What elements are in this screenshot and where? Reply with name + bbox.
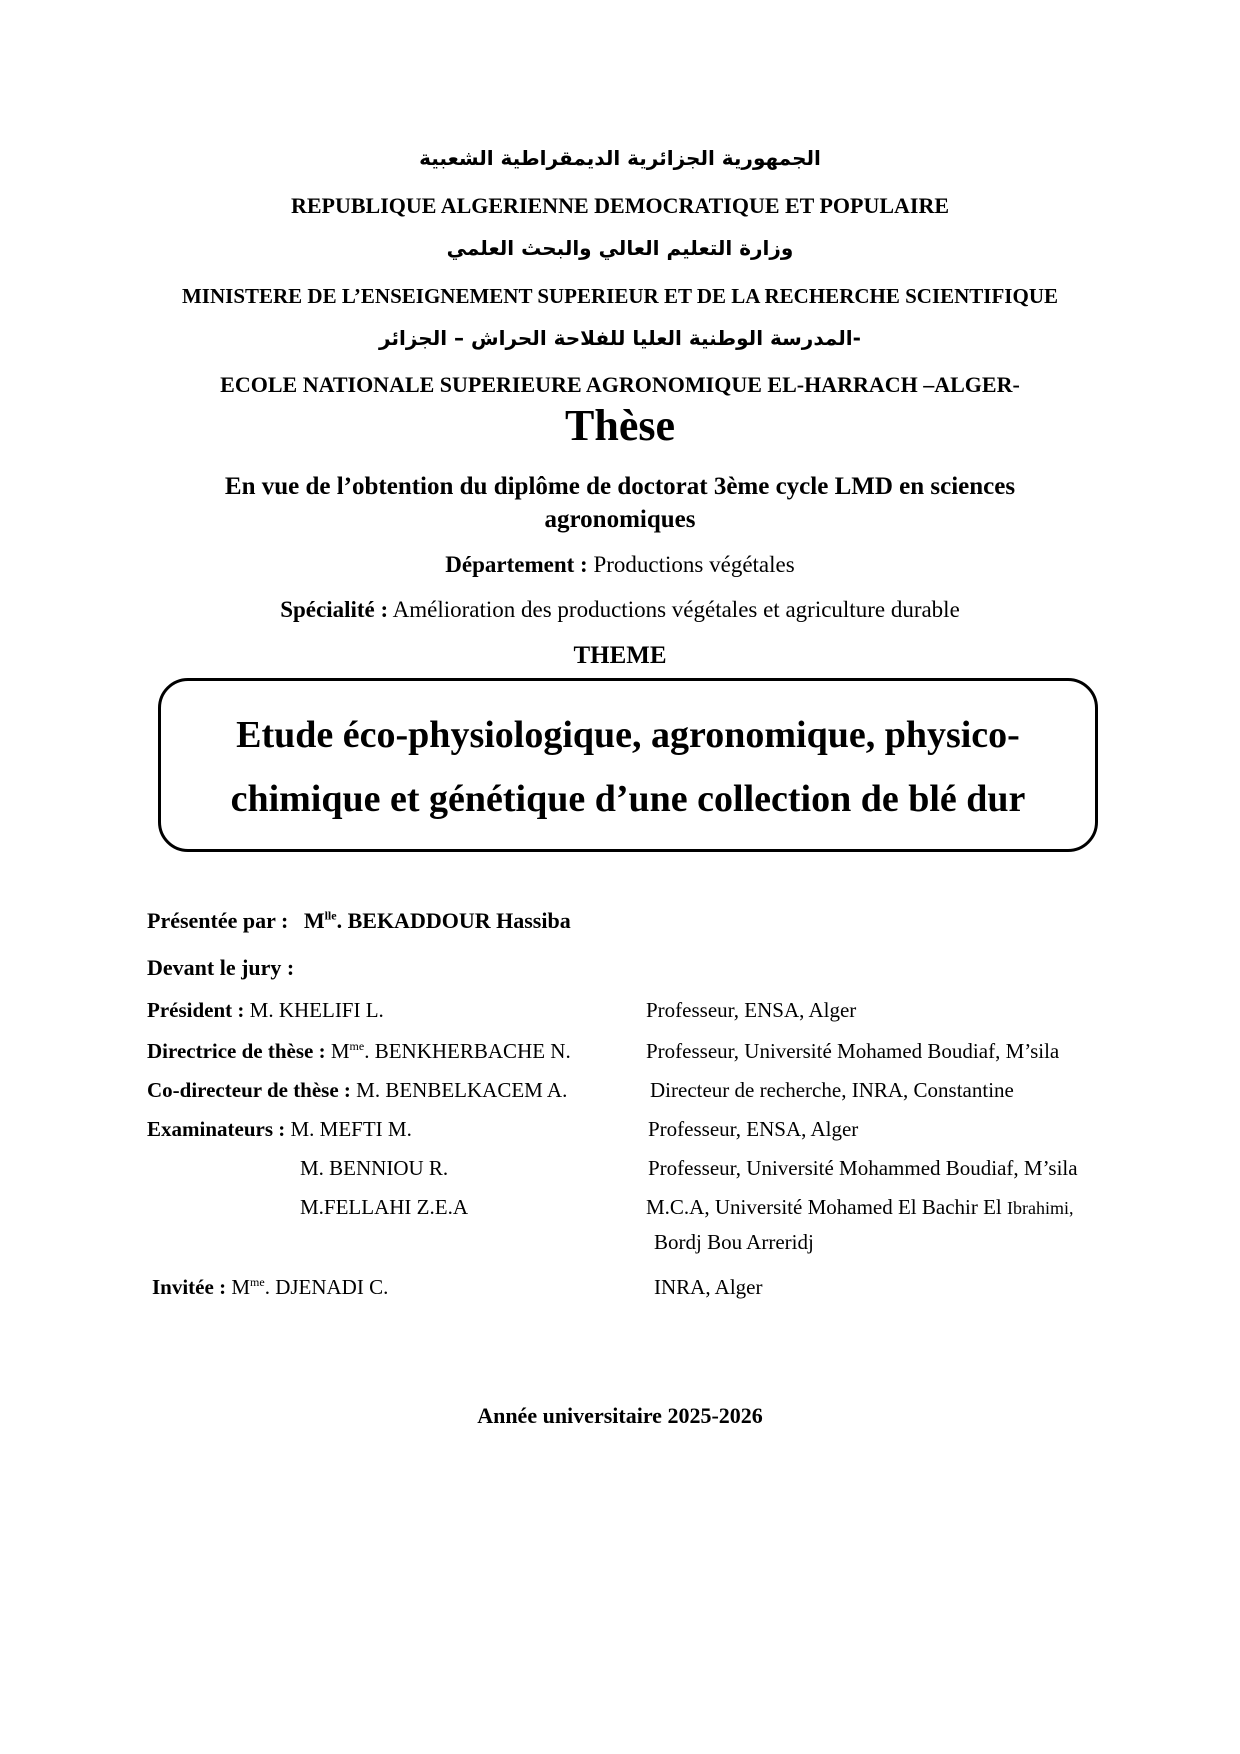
codirector-affiliation: Directeur de recherche, INRA, Constantine: [650, 1078, 1014, 1102]
guest-title: M: [231, 1275, 251, 1299]
codirector-role: Co-directeur de thèse :: [147, 1078, 351, 1102]
examiner-2-affiliation: Professeur, Université Mohammed Boudiaf, M’sila: [648, 1156, 1078, 1180]
jury-heading: Devant le jury :: [147, 955, 295, 980]
director-affiliation: Professeur, Université Mohamed Boudiaf, M’sila: [646, 1039, 1060, 1063]
department-line: [0, 552, 1240, 578]
theme-label: THEME: [573, 642, 667, 669]
degree-purpose: En vue de l’obtention du diplôme de doctorat 3ème cycle LMD en sciences agronomiques: [224, 473, 1016, 533]
republic-arabic: الجمهورية الجزائرية الديمقراطية الشعبية: [419, 146, 821, 170]
guest-name: [231, 1275, 388, 1299]
director-title: M: [330, 1039, 350, 1063]
presenter-surname: . BEKADDOUR Hassiba: [336, 908, 571, 933]
ministry-french: MINISTERE DE L’ENSEIGNEMENT SUPERIEUR ET DE LA RECHERCHE SCIENTIFIQUE: [181, 284, 1058, 308]
document-type-title: Thèse: [565, 401, 675, 450]
president-affiliation: Professeur, ENSA, Alger: [646, 998, 857, 1022]
presenter-line: [147, 908, 571, 934]
director-role: Directrice de thèse :: [147, 1039, 326, 1063]
guest-title-sup: me: [250, 1275, 265, 1289]
theme-title-line-2: chimique et génétique d’une collection de blé dur: [230, 778, 1026, 820]
specialty-label: Spécialité :: [280, 597, 389, 622]
theme-box: [158, 678, 1098, 852]
guest-surname: . DJENADI C.: [264, 1275, 389, 1299]
codirector-name: M. BENBELKACEM A.: [356, 1078, 568, 1102]
director-name: [331, 1039, 571, 1063]
specialty-value: Amélioration des productions végétales et agriculture durable: [392, 597, 960, 622]
theme-title: [161, 703, 1095, 831]
president-role: Président :: [147, 998, 245, 1022]
jury-codirector: [147, 1078, 567, 1103]
ministry-arabic: وزارة التعليم العالي والبحث العلمي: [446, 236, 794, 260]
specialty-line: [0, 597, 1240, 623]
department-value: Productions végétales: [593, 552, 795, 577]
jury-director: [147, 1039, 571, 1064]
jury-president: [147, 998, 384, 1023]
director-title-sup: me: [349, 1039, 365, 1053]
department-label: Département :: [445, 552, 588, 577]
examiner-2-name: M. BENNIOU R.: [300, 1156, 449, 1180]
examiner-3-affiliation-part-a: M.C.A, Université Mohamed El Bachir El: [646, 1195, 1008, 1219]
school-french: ECOLE NATIONALE SUPERIEURE AGRONOMIQUE EL-HARRACH –ALGER-: [220, 372, 1020, 397]
presenter-label: Présentée par :: [147, 908, 289, 933]
examiner-1-affiliation: Professeur, ENSA, Alger: [648, 1117, 859, 1141]
president-name: M. KHELIFI L.: [249, 998, 384, 1022]
examiner-3-affiliation-part-b: Ibrahimi,: [1007, 1198, 1074, 1218]
director-surname: . BENKHERBACHE N.: [364, 1039, 571, 1063]
republic-french: REPUBLIQUE ALGERIENNE DEMOCRATIQUE ET POPULAIRE: [290, 193, 950, 218]
guest-affiliation: INRA, Alger: [654, 1275, 763, 1299]
examiner-3-affiliation-city: Bordj Bou Arreridj: [654, 1230, 814, 1254]
presenter-name: [304, 908, 571, 933]
jury-examiner-1: [147, 1117, 412, 1142]
presenter-title: M: [303, 908, 325, 933]
school-arabic: -المدرسة الوطنية العليا للفلاحة الحراش – الجزائر: [379, 326, 861, 350]
academic-year: Année universitaire 2025-2026: [477, 1403, 763, 1428]
presenter-title-sup: lle: [324, 908, 337, 923]
theme-title-line-1: Etude éco-physiologique, agronomique, physico-: [236, 714, 1020, 756]
jury-guest: [152, 1275, 388, 1300]
guest-role: Invitée :: [152, 1275, 227, 1299]
examiner-3-affiliation: [646, 1195, 1074, 1220]
examiner-3-name: M.FELLAHI Z.E.A: [300, 1195, 468, 1219]
examiner-1-name: M. MEFTI M.: [290, 1117, 412, 1141]
examiners-label: Examinateurs :: [147, 1117, 286, 1141]
